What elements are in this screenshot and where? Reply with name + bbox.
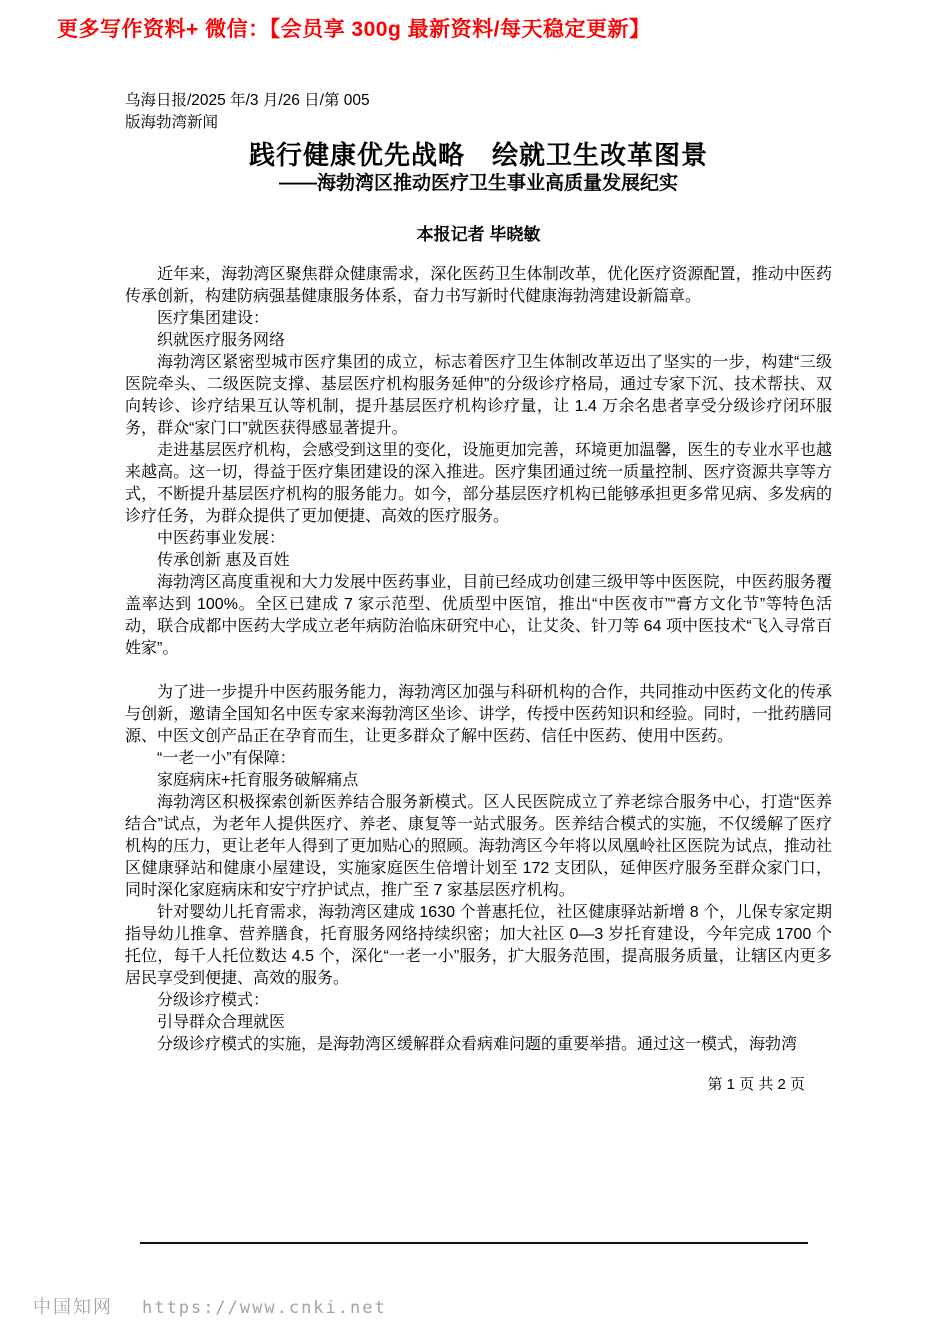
article-subtitle: ——海勃湾区推动医疗卫生事业高质量发展纪实 (278, 173, 678, 194)
cnki-url: https://www.cnki.net (142, 1298, 387, 1318)
source-info (125, 90, 832, 134)
paragraph: 海勃湾区紧密型城市医疗集团的成立，标志着医疗卫生体制改革迈出了坚实的一步，构建“三级医院牵头、二级医院支撑、基层医疗机构服务延伸”的分级诊疗格局，通过专家下沉、技术帮扶、双向转诊、诊疗结果互认等机制，提升基层医疗机构诊疗量，让 1.4 万余名患者享受分级诊疗闭环服务，群众“家门口”就医获得感显著提升。 (125, 354, 832, 437)
paragraph: 走进基层医疗机构，会感受到这里的变化，设施更加完善，环境更加温馨，医生的专业水平也越来越高。这一切，得益于医疗集团建设的深入推进。医疗集团通过统一质量控制、医疗资源共享等方式，不断提升基层医疗机构的服务能力。如今，部分基层医疗机构已能够承担更多常见病、多发病的诊疗任务，为群众提供了更加便捷、高效的医疗服务。 (125, 442, 832, 525)
watermark (33, 1293, 387, 1319)
divider-line (140, 1242, 808, 1244)
paragraph: 织就医疗服务网络 (157, 332, 286, 349)
paragraph: 中医药事业发展： (157, 530, 286, 547)
article-content (125, 90, 832, 1094)
paragraph: 海勃湾区积极探索创新医养结合服务新模式。区人民医院成立了养老综合服务中心，打造“医养结合”试点，为老年人提供医疗、养老、康复等一站式服务。医养结合模式的实施，不仅缓解了医疗机构的压力，更让老年人得到了更加贴心的照顾。海勃湾区今年将以凤凰岭社区医院为试点，推动社区健康驿站和健康小屋建设，实施家庭医生倍增计划至 172 支团队，延伸医疗服务至群众家门口，同时深化家庭病床和安宁疗护试点，推广至 7 家基层医疗机构。 (125, 794, 832, 899)
paragraph: 分级诊疗模式： (157, 992, 270, 1009)
paragraph: 海勃湾区高度重视和大力发展中医药事业，目前已经成功创建三级甲等中医医院，中医药服务覆盖率达到 100%。全区已建成 7 家示范型、优质型中医馆，推出“中医夜市”“膏方文化节”等特色活动，联合成都中医药大学成立老年病防治临床研究中心，让艾灸、针刀等 64 项中医技术“飞入寻常百姓家”。 (125, 574, 832, 657)
paragraph: 医疗集团建设： (157, 310, 270, 327)
paragraph: 针对婴幼儿托育需求，海勃湾区建成 1630 个普惠托位，社区健康驿站新增 8 个，儿保专家定期指导幼儿推拿、营养膳食，托育服务网络持续织密；加大社区 0—3 岁托育建设，今年完成 1700 个托位，每千人托位数达 4.5 个，深化“一老一小”服务，扩大服务范围，提高服务质量，让辖区内更多居民享受到便捷、高效的服务。 (125, 904, 832, 987)
paragraph: 近年来，海勃湾区聚焦群众健康需求，深化医药卫生体制改革，优化医疗资源配置，推动中医药传承创新，构建防病强基健康服务体系，奋力书写新时代健康海勃湾建设新篇章。 (125, 266, 832, 305)
byline: 本报记者 毕晓敏 (416, 225, 541, 244)
cnki-logo-text: 中国知网 (33, 1297, 113, 1317)
article-title: 践行健康优先战略 绘就卫生改革图景 (248, 140, 708, 170)
paragraph: 传承创新 惠及百姓 (157, 552, 290, 569)
article-body (125, 264, 832, 1056)
paragraph: 引导群众合理就医 (157, 1014, 286, 1031)
paragraph: 家庭病床+托育服务破解痛点 (157, 772, 359, 789)
paragraph: “一老一小”有保障： (157, 750, 296, 767)
paragraph-spacer (125, 660, 832, 682)
source-line-1: 乌海日报/2025 年/3 月/26 日/第 005 (125, 92, 370, 109)
source-line-2: 版海勃湾新闻 (125, 114, 219, 131)
paragraph: 为了进一步提升中医药服务能力，海勃湾区加强与科研机构的合作，共同推动中医药文化的传承与创新，邀请全国知名中医专家来海勃湾区坐诊、讲学，传授中医药知识和经验。同时，一批药膳同源、中医文创产品正在孕育而生，让更多群众了解中医药、信任中医药、使用中医药。 (125, 684, 832, 745)
promo-banner-text: 更多写作资料+ 微信：【会员享 300g 最新资料/每天稳定更新】 (57, 18, 651, 41)
paragraph: 分级诊疗模式的实施，是海勃湾区缓解群众看病难问题的重要举措。通过这一模式，海勃湾 (157, 1036, 798, 1053)
page-number: 第 1 页 共 2 页 (707, 1076, 805, 1093)
